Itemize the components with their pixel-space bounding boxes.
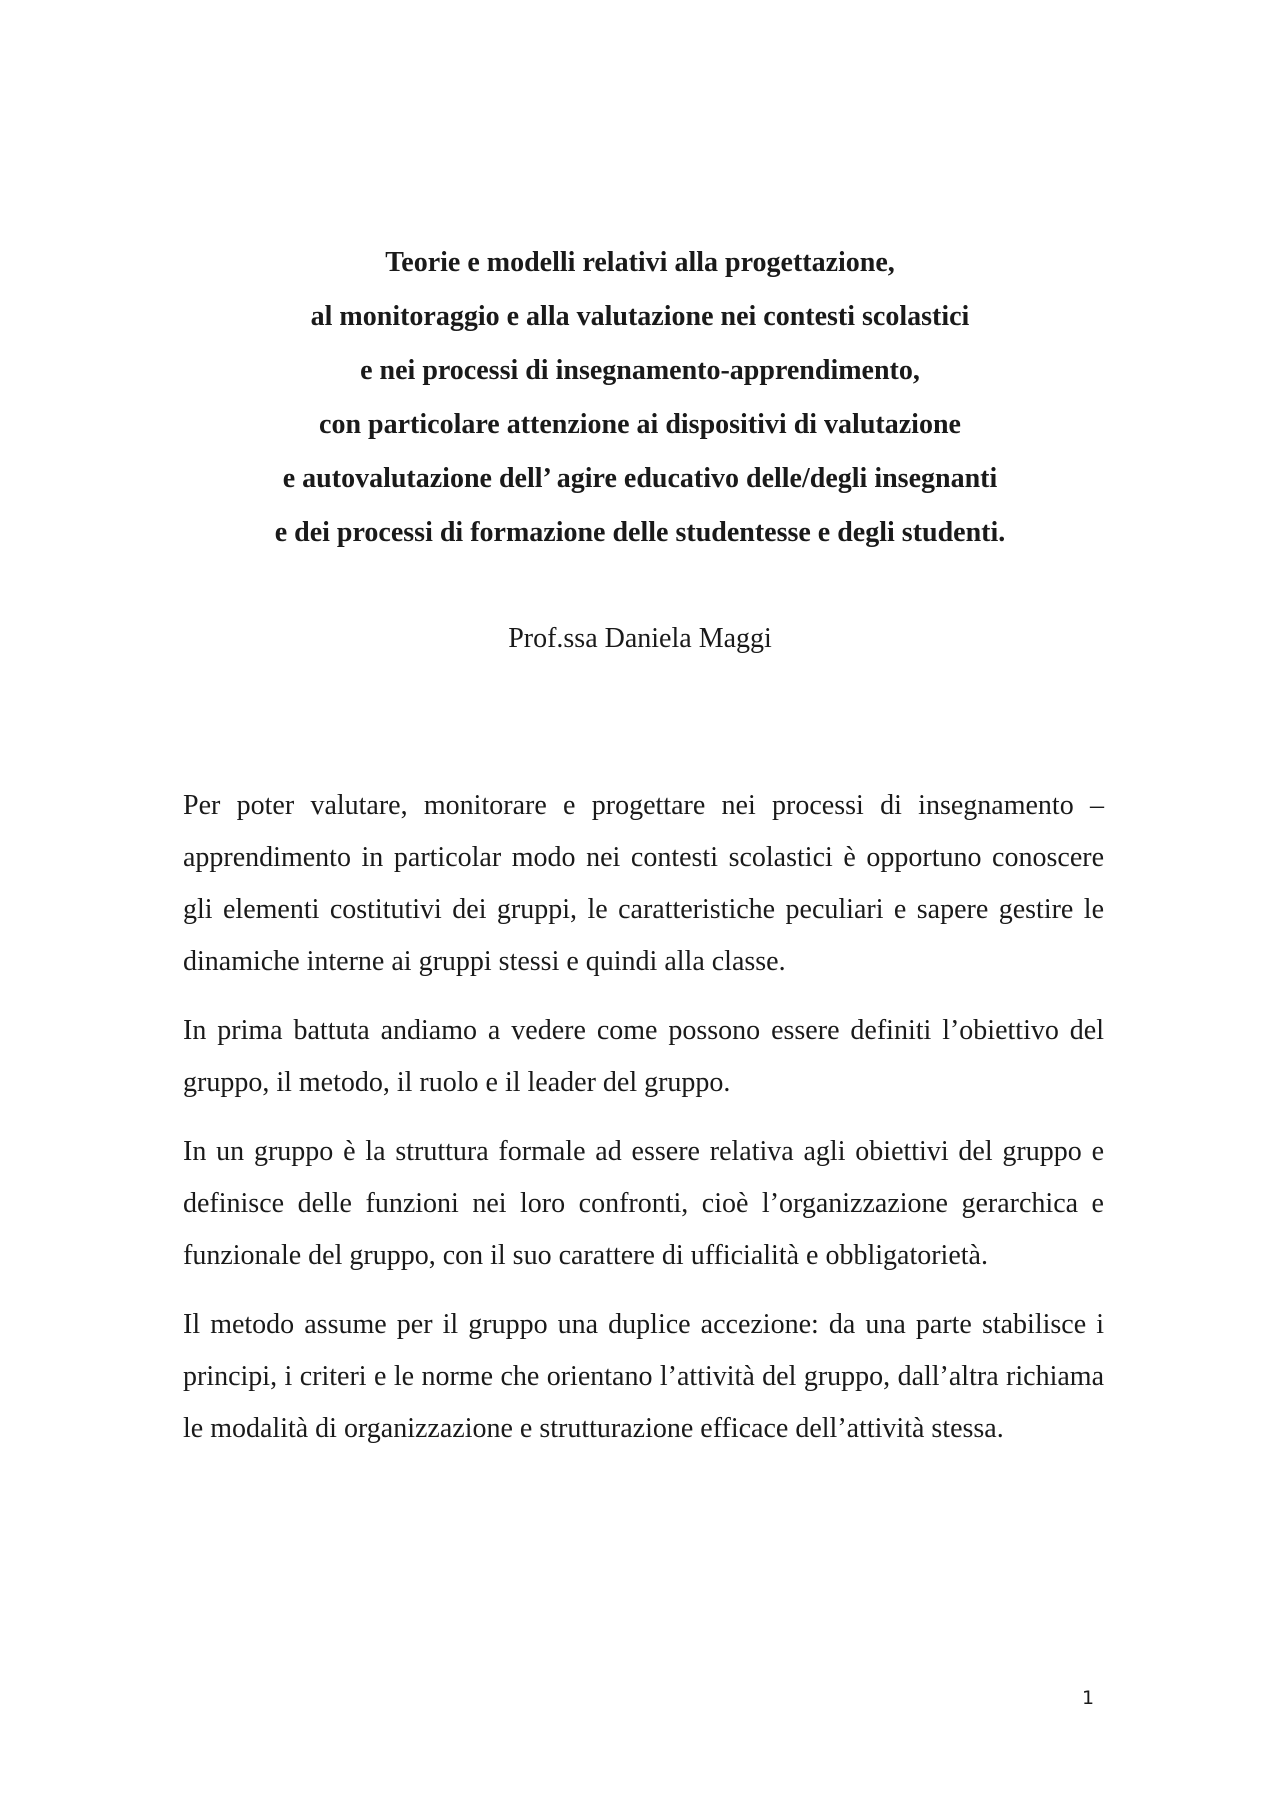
document-title <box>140 236 1140 560</box>
paragraph: In prima battuta andiamo a vedere come possono essere definiti l’obiettivo del gruppo, il metodo, il ruolo e il leader del gruppo. <box>183 1015 1104 1098</box>
title-line: al monitoraggio e alla valutazione nei contesti scolastici <box>310 301 970 332</box>
author-name: Prof.ssa Daniela Maggi <box>508 623 772 654</box>
title-line: con particolare attenzione ai dispositivi di valutazione <box>319 409 961 440</box>
paragraph: Per poter valutare, monitorare e progettare nei processi di insegnamento – apprendimento in particolar modo nei contesti scolastici è opportuno conoscere gli elementi costitutivi dei gruppi, le caratteristiche peculiari e sapere gestire le dinamiche interne ai gruppi stessi e quindi alla classe. <box>183 790 1104 977</box>
paragraph: In un gruppo è la struttura formale ad essere relativa agli obiettivi del gruppo e definisce delle funzioni nei loro confronti, cioè l’organizzazione gerarchica e funzionale del gruppo, con il suo carattere di ufficialità e obbligatorietà. <box>183 1136 1104 1271</box>
body-text <box>183 780 1104 1472</box>
title-line: Teorie e modelli relativi alla progettazione, <box>385 247 895 278</box>
page-number: 1 <box>1082 1687 1095 1709</box>
title-line: e nei processi di insegnamento-apprendimento, <box>360 355 920 386</box>
title-line: e dei processi di formazione delle studentesse e degli studenti. <box>274 517 1006 548</box>
paragraph: Il metodo assume per il gruppo una duplice accezione: da una parte stabilisce i principi, i criteri e le norme che orientano l’attività del gruppo, dall’altra richiama le modalità di organizzazione e strutturazione efficace dell’attività stessa. <box>183 1309 1104 1444</box>
title-line: e autovalutazione dell’ agire educativo delle/degli insegnanti <box>282 463 998 494</box>
